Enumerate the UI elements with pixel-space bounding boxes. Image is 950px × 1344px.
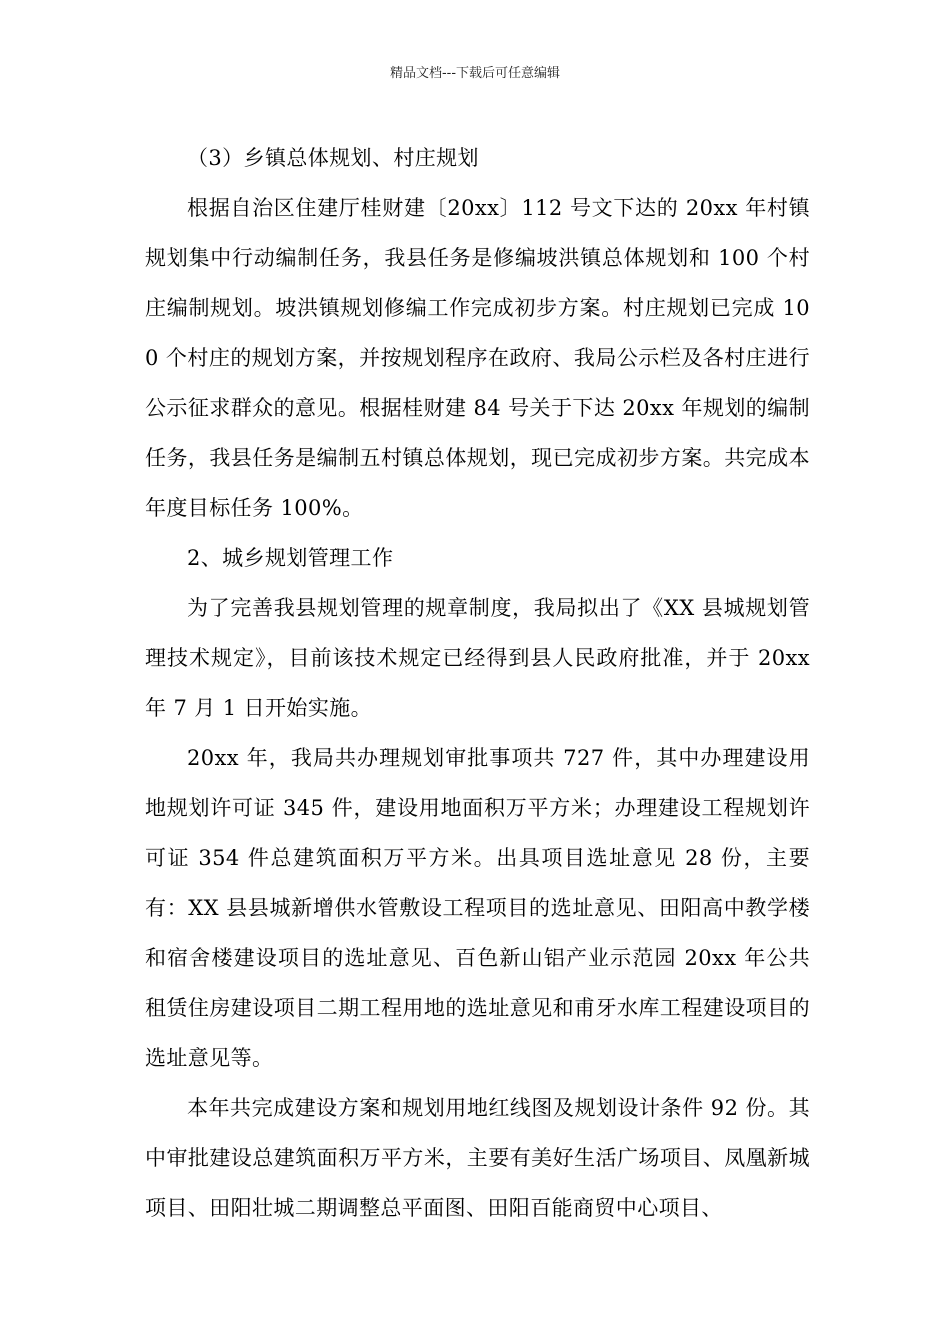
paragraph-approval-statistics: 20xx 年，我局共办理规划审批事项共 727 件，其中办理建设用地规划许可证 345 件，建设用地面积万平方米；办理建设工程规划许可证 354 件总建筑面积万平方米。出具项目选址意见 28 份，主要有：XX 县县城新增供水管敷设工程项目的选址意见、田阳高中教学楼和宿舍楼建设项目的选址意见、百色新山铝产业示范园 20xx 年公共租赁住房建设项目二期工程用地的选址意见和甫牙水库工程建设项目的选址意见等。: [145, 746, 810, 1070]
section-heading-urban-rural-management: 2、城乡规划管理工作: [187, 546, 394, 570]
document-body: [145, 133, 810, 1233]
page-header: 精品文档---下载后可任意编辑: [389, 66, 561, 81]
section-heading-township-planning: （3）乡镇总体规划、村庄规划: [187, 146, 479, 170]
paragraph-technical-regulations: 为了完善我县规划管理的规章制度，我局拟出了《XX 县城规划管理技术规定》，目前该技术规定已经得到县人民政府批准，并于 20xx 年 7 月 1 日开始实施。: [145, 596, 810, 720]
paragraph-construction-plans: 本年共完成建设方案和规划用地红线图及规划设计条件 92 份。其中审批建设总建筑面积万平方米，主要有美好生活广场项目、凤凰新城项目、田阳壮城二期调整总平面图、田阳百能商贸中心项目、: [145, 1096, 810, 1220]
paragraph-village-planning: 根据自治区住建厅桂财建〔20xx〕112 号文下达的 20xx 年村镇规划集中行动编制任务，我县任务是修编坡洪镇总体规划和 100 个村庄编制规划。坡洪镇规划修编工作完成初步方案。村庄规划已完成 100 个村庄的规划方案，并按规划程序在政府、我局公示栏及各村庄进行公示征求群众的意见。根据桂财建 84 号关于下达 20xx 年规划的编制任务，我县任务是编制五村镇总体规划，现已完成初步方案。共完成本年度目标任务 100%。: [145, 196, 810, 520]
